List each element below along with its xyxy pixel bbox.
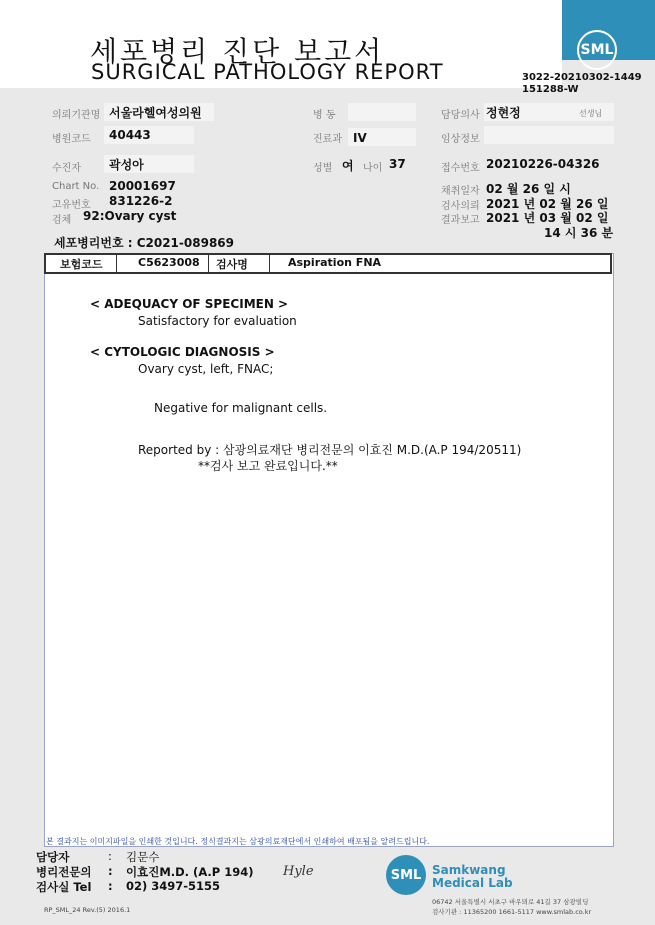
report-date-value: 2021 년 03 월 02 일: [486, 211, 609, 225]
adequacy-text: Satisfactory for evaluation: [138, 314, 297, 328]
doctor-value: 정현정: [486, 106, 521, 120]
clinical-info-label: 임상정보: [441, 134, 480, 145]
report-date-label: 결과보고: [441, 215, 480, 226]
pathologist-value: 이효진M.D. (A.P 194): [126, 865, 254, 879]
print-notice: 본 결과지는 이미지파일을 인쇄한 것입니다. 정식결과지는 삼광의료재단에서 인쇄하여 배포됨을 알려드립니다.: [46, 837, 430, 846]
receipt-no-value: 20210226-04326: [486, 157, 600, 171]
pathologist-colon: :: [108, 864, 113, 878]
table-divider: [208, 255, 209, 272]
title-english: SURGICAL PATHOLOGY REPORT: [91, 60, 444, 84]
chart-no-value: 20001697: [109, 179, 176, 193]
manager-value: 김문수: [126, 850, 160, 864]
department-label: 진료과: [313, 134, 342, 145]
cytology-report-number: 세포병리번호 : C2021-089869: [54, 236, 234, 250]
unique-no-value: 831226-2: [109, 194, 173, 208]
unique-no-label: 고유번호: [52, 200, 91, 211]
sml-logo: SML: [577, 30, 617, 70]
diagnosis-text: Ovary cyst, left, FNAC;: [138, 362, 274, 376]
specimen-value: 92:Ovary cyst: [83, 209, 177, 223]
code-table: [44, 253, 612, 274]
insurance-code-value: C5623008: [138, 256, 200, 269]
samkwang-logo-icon: SML: [386, 855, 426, 895]
table-divider: [269, 255, 270, 272]
result-text: Negative for malignant cells.: [154, 401, 328, 415]
request-date-value: 2021 년 02 월 26 일: [486, 197, 609, 211]
patient-value: 곽성아: [109, 158, 144, 172]
insurance-code-label: 보험코드: [60, 258, 103, 271]
diagnosis-heading: < CYTOLOGIC DIAGNOSIS >: [90, 345, 275, 359]
report-body: [44, 253, 614, 847]
manager-label: 담당자: [36, 850, 70, 864]
signature: Hyle: [283, 864, 314, 879]
doctor-label: 담당의사: [441, 110, 480, 121]
company-name: Samkwang Medical Lab: [432, 863, 513, 890]
test-name-label: 검사명: [216, 258, 248, 271]
sex-label: 성별: [313, 163, 333, 174]
report-code-2: 151288-W: [522, 84, 579, 95]
pathologist-label: 병리전문의: [36, 865, 92, 879]
tel-label: 검사실 Tel: [36, 880, 92, 894]
report-complete: **검사 보고 완료입니다.**: [198, 459, 338, 473]
form-number: RP_SML_24 Rev.(5) 2016.1: [44, 906, 131, 914]
field-bg: [348, 103, 416, 121]
hospital-value: 서울라헬여성의원: [109, 106, 202, 120]
field-bg: [484, 126, 614, 144]
patient-label: 수진자: [52, 163, 81, 174]
request-date-label: 검사의뢰: [441, 201, 480, 212]
sex-value: 여: [342, 159, 354, 173]
specimen-label: 검체: [52, 215, 72, 226]
manager-colon: :: [108, 849, 112, 863]
receipt-no-label: 접수번호: [441, 163, 480, 174]
hospital-label: 의뢰기관명: [52, 110, 101, 121]
collect-date-value: 02 월 26 일 시: [486, 182, 571, 196]
collect-date-label: 채취일자: [441, 186, 480, 197]
tel-value: 02) 3497-5155: [126, 879, 221, 893]
department-value: IV: [353, 131, 367, 145]
hospital-code-label: 병원코드: [52, 134, 91, 145]
chart-no-label: Chart No.: [52, 181, 100, 192]
title-korean: 세포병리 진단 보고서: [90, 35, 385, 68]
adequacy-heading: < ADEQUACY OF SPECIMEN >: [90, 297, 289, 311]
doctor-suffix: 선생님: [579, 109, 603, 118]
ward-label: 병 동: [313, 110, 336, 121]
report-code-1: 3022-20210302-1449: [522, 72, 642, 83]
company-contact: 검사기관 : 11365200 1661-5117 www.smlab.co.kr: [432, 908, 592, 916]
age-label: 나이: [363, 163, 383, 174]
hospital-code-value: 40443: [109, 128, 151, 142]
report-time-value: 14 시 36 분: [544, 226, 614, 240]
tel-colon: :: [108, 879, 113, 893]
table-divider: [116, 255, 117, 272]
company-address: 06742 서울특별시 서초구 바우뫼로 41길 37 삼광빌딩: [432, 898, 589, 906]
reported-by: Reported by : 삼광의료재단 병리전문의 이효진 M.D.(A.P 194/20511): [138, 443, 522, 457]
age-value: 37: [389, 157, 406, 171]
test-name-value: Aspiration FNA: [288, 256, 382, 269]
